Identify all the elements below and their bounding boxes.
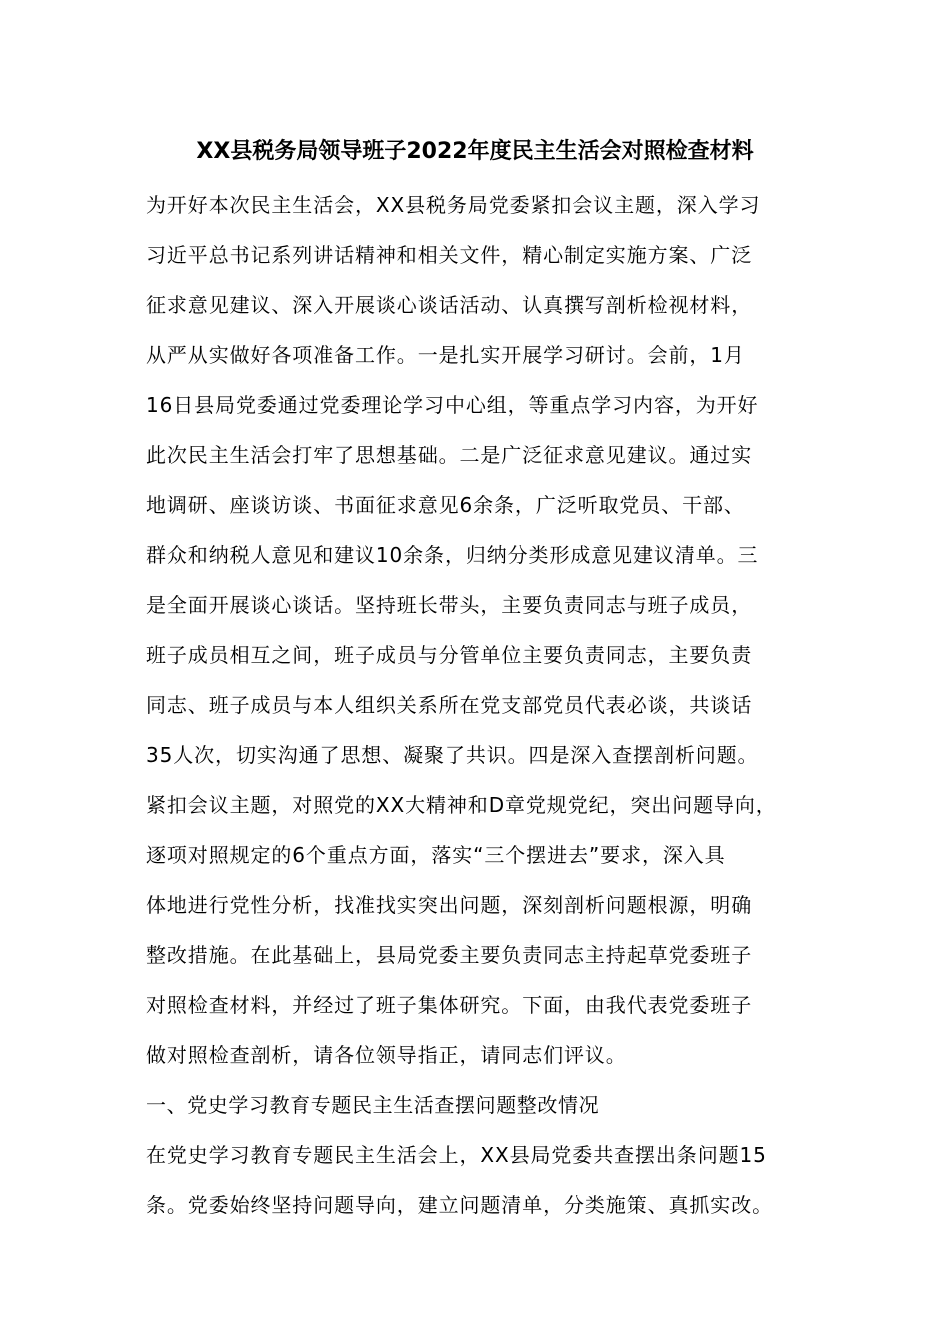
paragraph-line: 紧扣会议主题，对照党的XX大精神和D章党规党纪，突出问题导向， — [146, 793, 777, 817]
paragraph-line: 逐项对照规定的6个重点方面，落实“三个摆进去”要求，深入具 — [146, 843, 726, 867]
paragraph-line: 体地进行党性分析，找准找实突出问题，深刻剖析问题根源，明确 — [146, 893, 753, 917]
paragraph-line: 16日县局党委通过党委理论学习中心组，等重点学习内容，为开好 — [146, 393, 759, 417]
section-heading: 一、党史学习教育专题民主生活查摆问题整改情况 — [146, 1093, 600, 1117]
paragraph-line: 做对照检查剖析，请各位领导指正，请同志们评议。 — [146, 1043, 627, 1067]
paragraph-line: 群众和纳税人意见和建议10余条，归纳分类形成意见建议清单。三 — [146, 543, 759, 567]
paragraph-line: 35人次，切实沟通了思想、凝聚了共识。四是深入查摆剖析问题。 — [146, 743, 759, 767]
paragraph-line: 条。党委始终坚持问题导向，建立问题清单，分类施策、真抓实改。 — [146, 1193, 773, 1217]
paragraph-line: 征求意见建议、深入开展谈心谈话活动、认真撰写剖析检视材料， — [146, 293, 753, 317]
paragraph-line: 班子成员相互之间，班子成员与分管单位主要负责同志，主要负责 — [146, 643, 753, 667]
paragraph-line: 对照检查材料，并经过了班子集体研究。下面，由我代表党委班子 — [146, 993, 753, 1017]
paragraph-line: 此次民主生活会打牢了思想基础。二是广泛征求意见建议。通过实 — [146, 443, 753, 467]
paragraph-line: 地调研、座谈访谈、书面征求意见6余条，广泛听取党员、干部、 — [146, 493, 745, 517]
paragraph-line: 从严从实做好各项准备工作。一是扎实开展学习研讨。会前，1月 — [146, 343, 745, 367]
paragraph-line: 为开好本次民主生活会，XX县税务局党委紧扣会议主题，深入学习 — [146, 193, 761, 217]
paragraph-line: 是全面开展谈心谈话。坚持班长带头，主要负责同志与班子成员， — [146, 593, 753, 617]
paragraph-line: 整改措施。在此基础上，县局党委主要负责同志主持起草党委班子 — [146, 943, 753, 967]
document-body — [146, 180, 822, 1230]
paragraph-line: 在党史学习教育专题民主生活会上，XX县局党委共查摆出条问题15 — [146, 1143, 767, 1167]
document-title: XX县税务局领导班子2022年度民主生活会对照检查材料 — [196, 139, 754, 164]
paragraph-line: 习近平总书记系列讲话精神和相关文件，精心制定实施方案、广泛 — [146, 243, 753, 267]
paragraph-line: 同志、班子成员与本人组织关系所在党支部党员代表必谈，共谈话 — [146, 693, 753, 717]
